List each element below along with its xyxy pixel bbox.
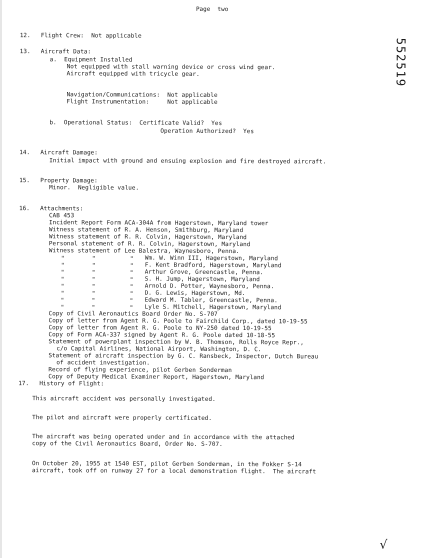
section-heading: History of Flight:	[39, 381, 105, 388]
handwritten-check-mark: √	[379, 537, 388, 552]
page-header: Page two	[195, 6, 229, 13]
witness-name: Edward M. Tabler, Greencastle, Penna.	[144, 297, 278, 305]
attachment-item: CAB 453	[49, 213, 75, 220]
attachment-item: Witness statement of R. R. Colvin, Hagerstown, Maryland	[48, 234, 247, 242]
flight-crew-line: Flight Crew: Not applicable	[40, 33, 142, 40]
witness-name: Arnold D. Potter, Waynesboro, Penna.	[144, 283, 275, 291]
subsection-heading: a. Equipment Installed	[49, 57, 133, 64]
operational-status-line: b. Operational Status: Certificate Valid? Yes	[49, 120, 223, 127]
paragraph-line: On October 20, 1955 at 1540 EST, pilot Gerben Sonderman, in the Fokker S-14	[31, 461, 302, 469]
witness-name: S. H. Jump, Hagerstown, Maryland	[144, 276, 260, 284]
witness-name: F. Kent Bradford, Hagerstown, Maryland	[144, 262, 282, 270]
paragraph-line: copy of the Civil Aeronautics Board, Order No. S-707.	[32, 441, 223, 448]
section-number: 12.	[19, 33, 31, 40]
section-number: 13.	[19, 49, 31, 56]
attachment-item: Witness statement of Lee Balestra, Waynesboro, Penna.	[48, 248, 240, 256]
witness-name: Lyle S. Mitchell, Hagerstown, Maryland	[144, 304, 282, 312]
text-line: Minor. Negligible value.	[49, 185, 140, 192]
attachment-item: Incident Report Form ACA-304A from Hagerstown, Maryland tower	[49, 220, 269, 228]
section-number: 17.	[18, 381, 30, 388]
paragraph-line: The pilot and aircraft were properly certificated.	[32, 415, 213, 422]
section-number: 14.	[19, 150, 31, 157]
text-line: Not equipped with stall warning device or cross wind gear.	[66, 64, 276, 72]
attachment-item: Copy of letter from Agent R. G. Poole to Fairchild Corp., dated 10-19-55	[48, 318, 308, 326]
section-heading: Aircraft Damage:	[40, 150, 98, 157]
section-heading: Property Damage:	[40, 178, 98, 185]
attachment-item: Record of flying experience, pilot Gerben Sonderman	[48, 367, 232, 375]
attachment-item-continued: c/o Capital Airlines, National Airport, Washington, D. C.	[56, 346, 262, 354]
witness-name: D. G. Lewis, Hagerstown, Md.	[144, 290, 246, 298]
ditto-marks: " " " " " " " "	[91, 255, 96, 312]
attachment-item: Copy of letter from Agent R. G. Poole to NY-250 dated 10-19-55	[48, 325, 272, 333]
section-heading: Aircraft Data:	[40, 49, 92, 56]
section-number: 15.	[19, 178, 31, 185]
ditto-marks: " " " " " " " "	[60, 255, 65, 312]
paragraph-line: This aircraft accident was personally investigated.	[32, 396, 216, 403]
attachment-item: Statement of powerplant inspection by W. B. Thomson, Rolls Royce Repr.,	[48, 339, 304, 347]
paragraph-line: The aircraft was being operated under and in accordance with the attached	[32, 434, 295, 442]
attachment-item: Witness statement of R. A. Henson, Smithburg, Maryland	[48, 227, 244, 235]
text-line: Flight Instrumentation: Not applicable	[66, 99, 218, 106]
paragraph-line: aircraft, took off on runway 27 for a local demonstration flight. The aircraft	[31, 468, 317, 476]
ditto-marks: " " " " " " " "	[129, 255, 134, 312]
attachment-item: Statement of aircraft inspection by G. C. Ransbeck, Inspector, Dutch Bureau	[48, 353, 319, 361]
text-line: Initial impact with ground and ensuing explosion and fire destroyed aircraft.	[49, 158, 327, 166]
operation-authorized-line: Operation Authorized? Yes	[160, 128, 254, 136]
attachment-item: Copy of Civil Aeronautics Board Order No. S-707	[48, 311, 218, 318]
witness-name: Arthur Grove, Greencastle, Penna.	[144, 269, 264, 277]
attachment-item: Copy of Form ACA-337 signed by Agent R. G. Poole dated 10-18-55	[48, 332, 276, 340]
section-number: 16.	[19, 206, 30, 213]
witness-name: Wm. W. Winn III, Hagerstown, Maryland	[144, 255, 278, 263]
section-heading: Attachments:	[40, 206, 84, 213]
attachment-item-continued: of accident investigation.	[56, 360, 150, 367]
document-number-stamp: 552519	[393, 37, 408, 88]
text-line: Navigation/Communications: Not applicable	[66, 92, 218, 99]
attachment-item: Copy of Deputy Medical Examiner Report, Hagerstown, Maryland	[48, 374, 265, 382]
text-line: Aircraft equipped with tricycle gear.	[66, 71, 200, 78]
attachment-item: Personal statement of R. R. Colvin, Hagerstown, Maryland	[48, 241, 251, 249]
